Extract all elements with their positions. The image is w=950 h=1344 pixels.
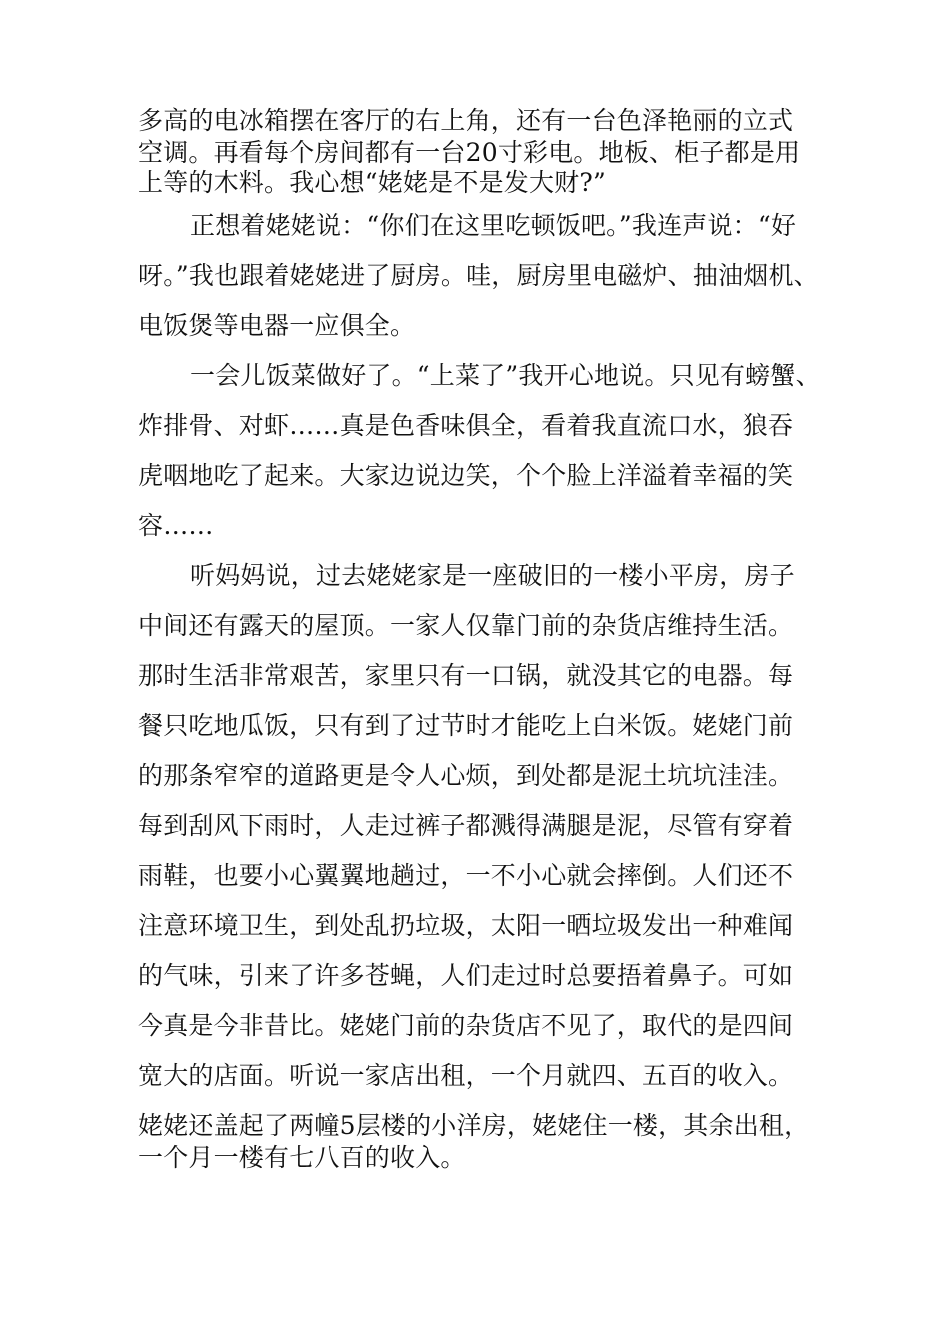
text-line: 餐只吃地瓜饭，只有到了过节时才能吃上白米饭。姥姥门前 xyxy=(138,711,794,740)
text-line: 空调。再看每个房间都有一台20寸彩电。地板、柜子都是用 xyxy=(138,138,801,167)
text-line: 电饭煲等电器一应俱全。 xyxy=(138,311,416,340)
text-line: 上等的木料。我心想“姥姥是不是发大财?” xyxy=(138,168,606,197)
text-line: 雨鞋，也要小心翼翼地趟过，一不小心就会摔倒。人们还不 xyxy=(138,861,794,890)
text-line: 那时生活非常艰苦，家里只有一口锅，就没其它的电器。每 xyxy=(138,661,794,690)
paragraph-start-line: 正想着姥姥说：“你们在这里吃顿饭吧。”我连声说：“好 xyxy=(190,211,797,240)
text-line: 多高的电冰箱摆在客厅的右上角，还有一台色泽艳丽的立式 xyxy=(138,106,794,135)
text-line: 呀。”我也跟着姥姥进了厨房。哇，厨房里电磁炉、抽油烟机、 xyxy=(138,261,819,290)
text-line: 今真是今非昔比。姥姥门前的杂货店不见了，取代的是四间 xyxy=(138,1011,794,1040)
text-line: 容…… xyxy=(138,511,214,540)
text-line: 炸排骨、对虾……真是色香味俱全，看着我直流口水，狼吞 xyxy=(138,411,794,440)
text-line: 姥姥还盖起了两幢5层楼的小洋房，姥姥住一楼，其余出租， xyxy=(138,1111,810,1140)
text-line: 宽大的店面。听说一家店出租，一个月就四、五百的收入。 xyxy=(138,1061,794,1090)
text-line: 一个月一楼有七八百的收入。 xyxy=(138,1143,466,1172)
paragraph-start-line: 一会儿饭菜做好了。“上菜了”我开心地说。只见有螃蟹、 xyxy=(190,361,821,390)
text-line: 的气味，引来了许多苍蝇，人们走过时总要捂着鼻子。可如 xyxy=(138,961,794,990)
text-line: 的那条窄窄的道路更是令人心烦，到处都是泥土坑坑洼洼。 xyxy=(138,761,794,790)
text-line: 每到刮风下雨时，人走过裤子都溅得满腿是泥，尽管有穿着 xyxy=(138,811,794,840)
paragraph-start-line: 听妈妈说，过去姥姥家是一座破旧的一楼小平房，房子 xyxy=(190,561,795,590)
text-line: 虎咽地吃了起来。大家边说边笑，个个脸上洋溢着幸福的笑 xyxy=(138,461,794,490)
text-line: 中间还有露天的屋顶。一家人仅靠门前的杂货店维持生活。 xyxy=(138,611,794,640)
text-line: 注意环境卫生，到处乱扔垃圾，太阳一晒垃圾发出一种难闻 xyxy=(138,911,794,940)
